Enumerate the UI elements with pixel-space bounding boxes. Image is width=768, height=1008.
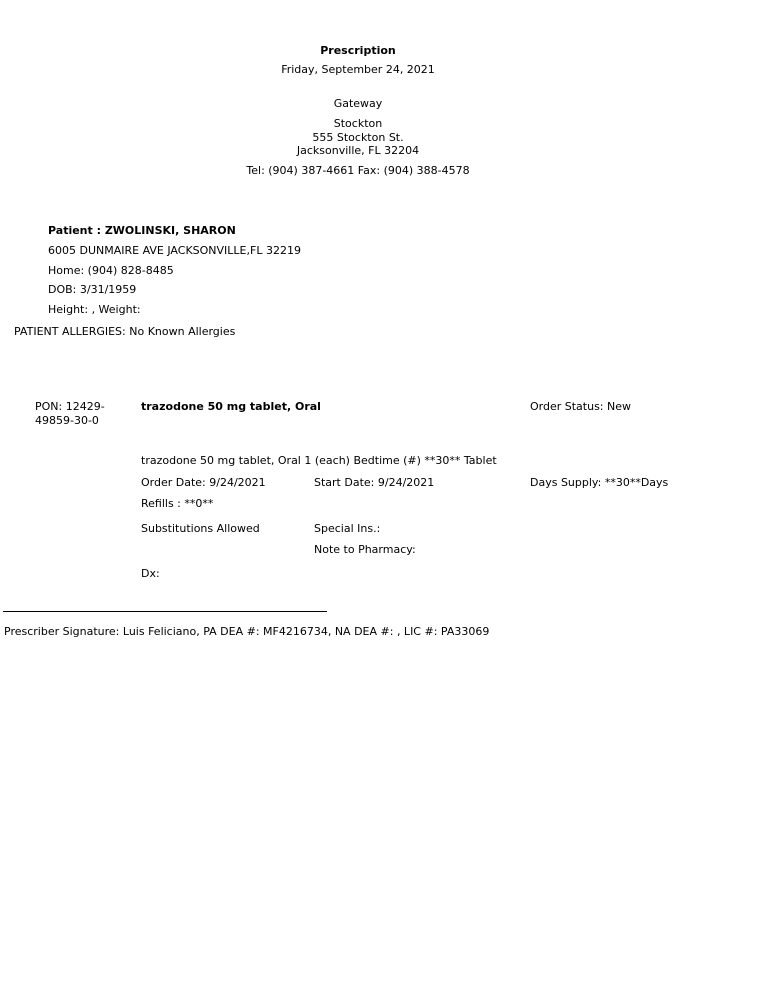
signature-rule <box>3 611 327 612</box>
special-instructions: Special Ins.: <box>314 522 381 535</box>
patient-height-weight: Height: , Weight: <box>48 303 141 316</box>
note-to-pharmacy: Note to Pharmacy: <box>314 543 416 556</box>
days-supply: Days Supply: **30**Days <box>530 476 669 489</box>
order-status: Order Status: New <box>530 400 632 413</box>
diagnosis: Dx: <box>141 567 160 580</box>
prescriber-signature: Prescriber Signature: Luis Feliciano, PA DEA #: MF4216734, NA DEA #: , LIC #: PA33069 <box>4 625 490 638</box>
pharmacy-contact: Tel: (904) 387-4661 Fax: (904) 388-4578 <box>246 164 470 177</box>
patient-allergies: PATIENT ALLERGIES: No Known Allergies <box>14 325 236 338</box>
pharmacy-city: Jacksonville, FL 32204 <box>296 144 420 157</box>
order-pon: PON: 12429-49859-30-0 <box>35 400 105 427</box>
pharmacy-name: Gateway <box>333 97 383 110</box>
pharmacy-address: 555 Stockton St. <box>312 131 404 144</box>
patient-address: 6005 DUNMAIRE AVE JACKSONVILLE,FL 32219 <box>48 244 301 257</box>
patient-home-phone: Home: (904) 828-8485 <box>48 264 174 277</box>
order-sig: trazodone 50 mg tablet, Oral 1 (each) Bedtime (#) **30** Tablet <box>141 454 497 467</box>
patient-dob: DOB: 3/31/1959 <box>48 283 137 296</box>
document-title: Prescription <box>320 44 396 57</box>
document-date: Friday, September 24, 2021 <box>281 63 435 76</box>
patient-name: Patient : ZWOLINSKI, SHARON <box>48 224 236 237</box>
refills: Refills : **0** <box>141 497 214 510</box>
start-date: Start Date: 9/24/2021 <box>314 476 435 489</box>
order-date: Order Date: 9/24/2021 <box>141 476 266 489</box>
pharmacy-location: Stockton <box>333 117 383 130</box>
drug-title: trazodone 50 mg tablet, Oral <box>141 400 321 413</box>
substitutions: Substitutions Allowed <box>141 522 260 535</box>
